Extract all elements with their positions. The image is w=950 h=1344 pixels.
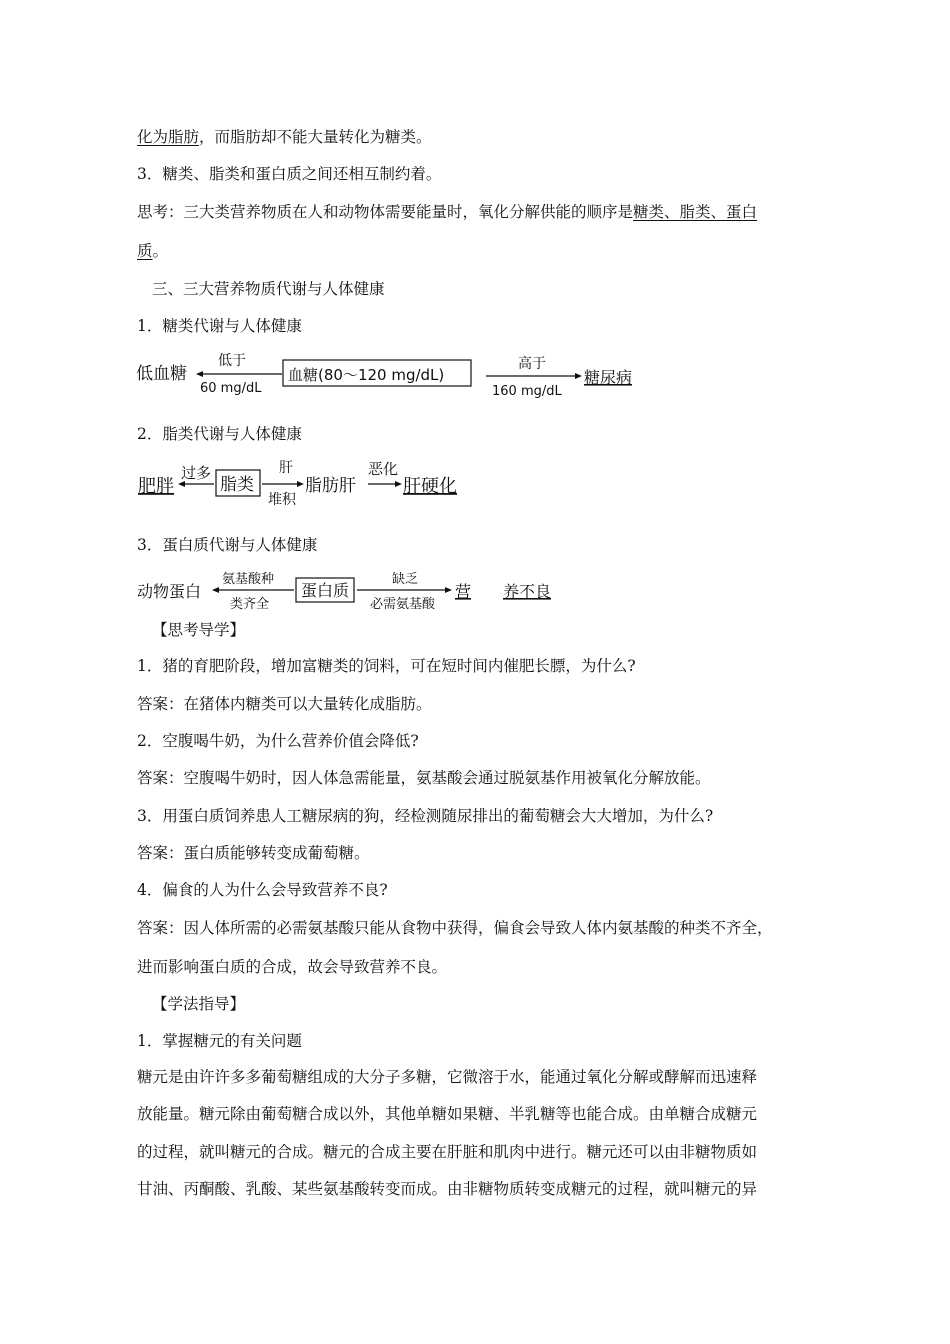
diabetes-label: 糖尿病 xyxy=(584,368,633,387)
arrow-head xyxy=(212,587,219,593)
malnutrition-label-part2: 养不良 xyxy=(503,582,552,601)
arrow-label: 堆积 xyxy=(268,492,296,508)
paragraph-line-4: 甘油、丙酮酸、乳酸、某些氨基酸转变而成。由非糖物质转变成糖元的过程，就叫糖元的异 xyxy=(137,1180,758,1198)
paragraph-line-1: 糖元是由许许多多葡萄糖组成的大分子多糖，它微溶于水，能通过氧化分解或酵解而迅速释 xyxy=(137,1068,758,1086)
subheading-protein: 3．蛋白质代谢与人体健康 xyxy=(137,536,318,554)
arrow-label: 缺乏 xyxy=(392,572,419,587)
answer-2: 答案：空腹喝牛奶时，因人体急需能量，氨基酸会通过脱氨基作用被氧化分解放能。 xyxy=(137,769,711,787)
arrow-label: 低于 xyxy=(218,353,246,369)
underlined-answer: 糖类、脂类、蛋白 xyxy=(633,203,758,221)
protein-metabolism-diagram xyxy=(0,0,950,615)
question-3: 3．用蛋白质饲养患人工糖尿病的狗，经检测随尿排出的葡萄糖会大大增加，为什么? xyxy=(137,807,714,825)
arrow-label: 必需氨基酸 xyxy=(370,597,436,612)
animal-protein-label: 动物蛋白 xyxy=(137,582,202,601)
paragraph-line-2: 放能量。糖元除由葡萄糖合成以外，其他单糖如果糖、半乳糖等也能合成。由单糖合成糖元 xyxy=(137,1105,758,1123)
arrow-label: 过多 xyxy=(181,464,212,482)
text-fragment: ，而脂肪却不能大量转化为糖类。 xyxy=(199,128,432,146)
fatty-liver-label: 脂肪肝 xyxy=(305,476,356,496)
question-4: 4．偏食的人为什么会导致营养不良? xyxy=(137,881,388,899)
malnutrition-label-part1: 营 xyxy=(455,582,472,601)
arrow-label: 60 mg/dL xyxy=(200,381,262,396)
answer-4-line-1: 答案：因人体所需的必需氨基酸只能从食物中获得，偏食会导致人体内氨基酸的种类不齐全， xyxy=(137,919,773,937)
cirrhosis-label: 肝硬化 xyxy=(403,476,457,497)
arrow-label: 肝 xyxy=(279,460,293,476)
study-subheading: 1．掌握糖元的有关问题 xyxy=(137,1032,302,1050)
study-heading: 【学法指导】 xyxy=(152,995,246,1013)
arrow-label: 氨基酸种 xyxy=(222,572,275,587)
subheading-fat: 2．脂类代谢与人体健康 xyxy=(137,425,302,443)
question-1: 1．猪的育肥阶段，增加富糖类的饲料，可在短时间内催肥长膘，为什么? xyxy=(137,657,636,675)
arrow-label: 恶化 xyxy=(368,460,399,478)
underlined-answer: 质 xyxy=(137,242,153,260)
text-fragment: 思考：三大类营养物质在人和动物体需要能量时，氧化分解供能的顺序是 xyxy=(137,203,634,221)
text-line-2: 3．糖类、脂类和蛋白质之间还相互制约着。 xyxy=(137,165,442,183)
answer-4-line-2: 进而影响蛋白质的合成，故会导致营养不良。 xyxy=(137,958,448,976)
lipid-label: 脂类 xyxy=(220,475,254,495)
low-blood-sugar-label: 低血糖 xyxy=(136,364,187,384)
arrow-label: 类齐全 xyxy=(230,597,270,612)
protein-label: 蛋白质 xyxy=(301,581,350,600)
question-2: 2．空腹喝牛奶，为什么营养价值会降低? xyxy=(137,732,419,750)
arrow-head xyxy=(445,587,452,593)
think-heading: 【思考导学】 xyxy=(152,621,246,639)
answer-1: 答案：在猪体内糖类可以大量转化成脂肪。 xyxy=(137,695,432,713)
obesity-label: 肥胖 xyxy=(138,476,174,497)
paragraph-line-3: 的过程，就叫糖元的合成。糖元的合成主要在肝脏和肌肉中进行。糖元还可以由非糖物质如 xyxy=(137,1143,758,1161)
section-heading: 三、三大营养物质代谢与人体健康 xyxy=(152,280,385,298)
answer-3: 答案：蛋白质能够转变成葡萄糖。 xyxy=(137,844,370,862)
arrow-label: 160 mg/dL xyxy=(492,384,562,399)
subheading-sugar: 1．糖类代谢与人体健康 xyxy=(137,317,302,335)
arrow-label: 高于 xyxy=(518,356,546,372)
blood-sugar-label: 血糖(80～120 mg/dL) xyxy=(288,366,445,384)
underlined-answer: 化为脂肪 xyxy=(137,128,200,146)
text-fragment: 。 xyxy=(152,242,169,260)
